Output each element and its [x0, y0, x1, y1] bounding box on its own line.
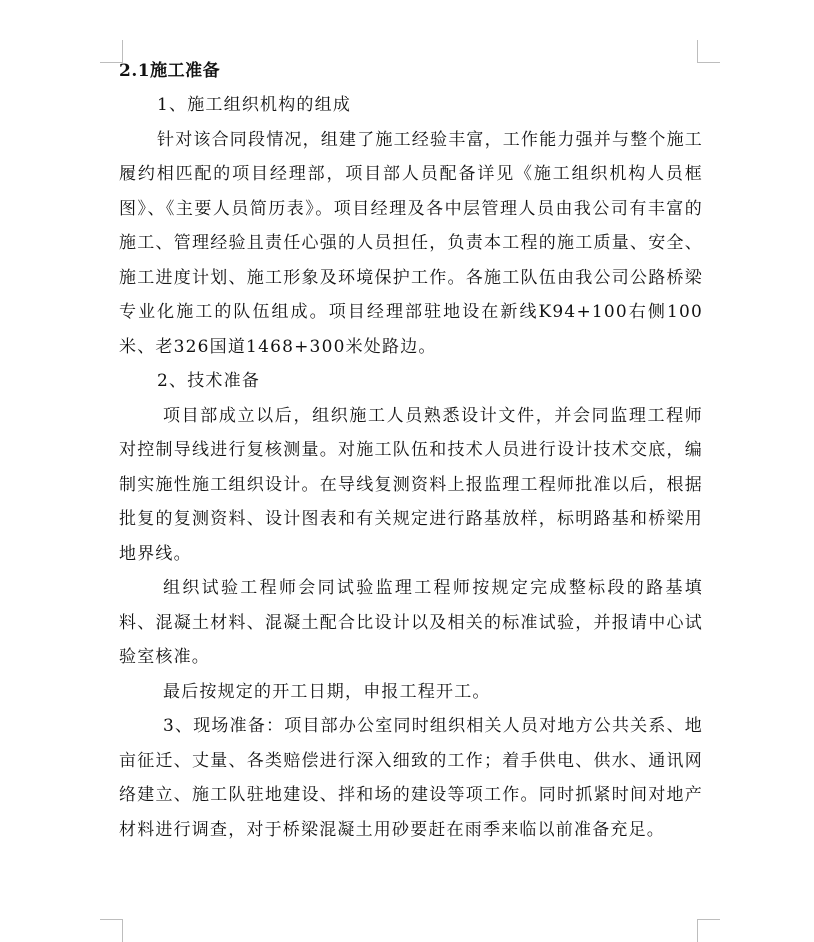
subsection-title-technical: 2、技术准备	[157, 371, 261, 391]
margin-corner-mark-bottom-left	[100, 919, 123, 942]
paragraph-technical-1: 项目部成立以后，组织施工人员熟悉设计文件，并会同监理工程师对控制导线进行复核测量。对施工队伍和技术人员进行设计技术交底，编制实施性施工组织设计。在导线复测资料上报监理工程师批准以后，根据批复的复测资料、设计图表和有关规定进行路基放样，标明路基和桥梁用地界线。	[119, 405, 703, 564]
paragraph-organization: 针对该合同段情况，组建了施工经验丰富，工作能力强并与整个施工履约相匹配的项目经理部，项目部人员配备详见《施工组织机构人员框图》、《主要人员简历表》。项目经理及各中层管理人员由我公司有丰富的施工、管理经验且责任心强的人员担任，负责本工程的施工质量、安全、施工进度计划、施工形象及环境保护工作。各施工队伍由我公司公路桥梁专业化施工的队伍组成。项目经理部驻地设在新线K94+100右侧100米、老326国道1468+300米处路边。	[119, 129, 703, 357]
paragraph-technical-3: 最后按规定的开工日期，申报工程开工。	[163, 681, 491, 702]
document-body	[119, 56, 703, 847]
margin-corner-mark-bottom-right	[697, 919, 720, 942]
subsection-title-organization: 1、施工组织机构的组成	[157, 95, 352, 115]
paragraph-technical-2: 组织试验工程师会同试验监理工程师按规定完成整标段的路基填料、混凝土材料、混凝土配合比设计以及相关的标准试验，并报请中心试验室核准。	[119, 578, 703, 667]
section-heading: 2.1施工准备	[119, 61, 221, 81]
paragraph-site-preparation: 3、现场准备：项目部办公室同时组织相关人员对地方公共关系、地亩征迁、丈量、各类赔偿进行深入细致的工作；着手供电、供水、通讯网络建立、施工队驻地建设、拌和场的建设等项工作。同时抓紧时间对地产材料进行调查，对于桥梁混凝土用砂要赶在雨季来临以前准备充足。	[119, 716, 703, 840]
